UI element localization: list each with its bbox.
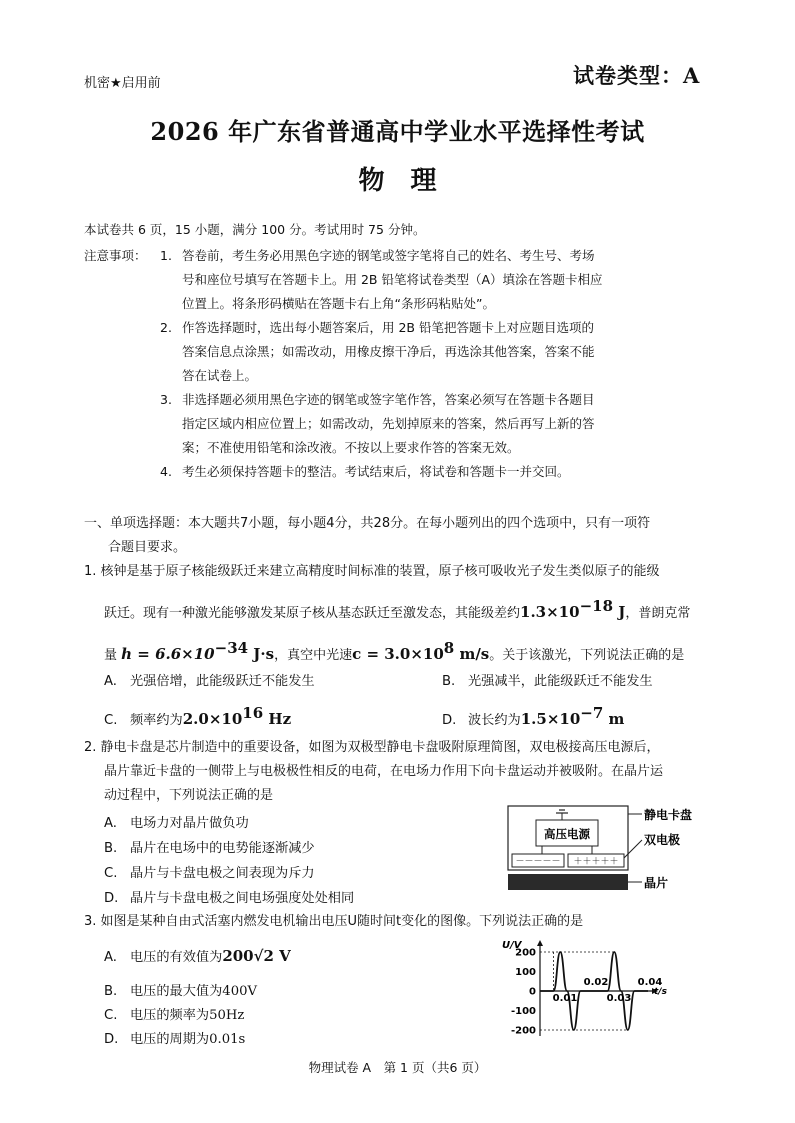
notice-line: 答在试卷上。 [182, 368, 258, 383]
q1-option-d[interactable]: D. 波长约为$1.5\times 10^{-7}$ m [442, 704, 625, 728]
exam-title: 2026 年广东省普通高中学业水平选择性考试 [150, 117, 645, 146]
page-footer: 物理试卷 A 第 1 页（共6 页） [308, 1060, 487, 1075]
q3-option-c[interactable]: C. 电压的频率为50Hz [104, 1008, 245, 1023]
x-tick-label: 0.04 [637, 977, 663, 988]
positive-charges: ＋＋＋＋＋ [573, 857, 619, 867]
y-tick-label: -100 [510, 1006, 536, 1017]
x-tick-label: 0.03 [606, 993, 632, 1004]
q2-line2: 晶片靠近卡盘的一侧带上与电极极性相反的电荷，在电场力作用下向卡盘运动并被吸附。在晶片运 [104, 764, 664, 779]
notice-item: 4. 考生必须保持答题卡的整洁。考试结束后，将试卷和答题卡一并交回。 [160, 464, 570, 479]
notice-item: 1. 答卷前，考生务必用黑色字迹的钢笔或签字笔将自己的姓名、考生号、考场 [160, 248, 595, 263]
wafer [508, 874, 628, 890]
q3-option-d[interactable]: D. 电压的周期为0.01s [104, 1032, 246, 1047]
q1-line3: 量 $h = 6.6\times 10^{-34}$ J·s，真空中光速$c = 3.0\times 10^8$ m/s。关于该激光，下列说法正确的是 [104, 639, 685, 663]
y-axis-arrow [537, 940, 543, 946]
q2-option-d[interactable]: D. 晶片与卡盘电极之间电场强度处处相同 [104, 891, 355, 906]
q3-line1: 3. 如图是某种自由式活塞内燃发电机输出电压U随时间t变化的图像。下列说法正确的是 [84, 914, 584, 929]
y-tick-label: 100 [515, 967, 536, 978]
q2-option-b[interactable]: B. 晶片在电场中的电势能逐渐减少 [104, 841, 315, 856]
subject-title: 物 理 [358, 166, 437, 196]
paper-type: 试卷类型：A [573, 63, 701, 88]
notice-line: 号和座位号填写在答题卡上。用 2B 铅笔将试卷类型（A）填涂在答题卡相应 [182, 272, 603, 287]
wafer-label: 晶片 [644, 876, 669, 890]
section1-line1: 一、单项选择题：本大题共7小题，每小题4分，共28分。在每小题列出的四个选项中，只有一项符 [84, 516, 651, 531]
chuck-label: 静电卡盘 [644, 808, 693, 822]
secret-label: 机密★启用前 [84, 76, 161, 91]
y-tick-label: -200 [510, 1025, 536, 1037]
negative-charges: －－－－－ [515, 857, 561, 867]
electrode-label: 双电极 [644, 833, 681, 847]
x-tick-label: 0.01 [552, 993, 578, 1004]
q3-option-a[interactable]: A. 电压的有效值为200√2 V [104, 947, 291, 965]
q2-line1: 2. 静电卡盘是芯片制造中的重要设备，如图为双极型静电卡盘吸附原理简图，双电极接高压电源后， [84, 740, 660, 755]
q2-option-c[interactable]: C. 晶片与卡盘电极之间表现为斥力 [104, 866, 315, 881]
y-tick-label: 0 [529, 986, 536, 998]
x-tick-label: 0.02 [583, 977, 609, 988]
q3-option-b[interactable]: B. 电压的最大值为400V [104, 984, 258, 999]
info-line: 本试卷共 6 页，15 小题，满分 100 分。考试用时 75 分钟。 [84, 222, 426, 237]
section1-line2: 合题目要求。 [108, 540, 187, 555]
notice-list [160, 244, 720, 484]
voltage-time-chart [500, 938, 665, 1042]
y-tick-label: 200 [515, 947, 536, 959]
q1-option-c[interactable]: C. 频率约为$2.0\times 10^{16}$ Hz [104, 704, 292, 728]
notice-line: 案；不准使用铅笔和涂改液。不按以上要求作答的答案无效。 [182, 440, 520, 455]
notice-line: 答案信息点涂黑；如需改动，用橡皮擦干净后，再选涂其他答案，答案不能 [182, 344, 595, 359]
power-supply-label: 高压电源 [544, 827, 590, 841]
electrostatic-chuck-diagram [500, 800, 710, 895]
notice-item: 3. 非选择题必须用黑色字迹的钢笔或签字笔作答，答案必须写在答题卡各题目 [160, 392, 595, 407]
notice-line: 指定区域内相应位置上；如需改动，先划掉原来的答案，然后再写上新的答 [182, 416, 595, 431]
q1-line1: 1. 核钟是基于原子核能级跃迁来建立高精度时间标准的装置，原子核可吸收光子发生类似原子的能级 [84, 564, 660, 579]
notice-label: 注意事项： [84, 248, 147, 263]
notice-item: 2. 作答选择题时，选出每小题答案后，用 2B 铅笔把答题卡上对应题目选项的 [160, 320, 594, 335]
notice-line: 位置上。将条形码横贴在答题卡右上角“条形码粘贴处”。 [182, 296, 495, 311]
q2-line3: 动过程中，下列说法正确的是 [104, 788, 274, 803]
y-axis-label: U/V [502, 940, 522, 951]
q1-option-a[interactable]: A. 光强倍增，此能级跃迁不能发生 [104, 674, 315, 689]
q2-option-a[interactable]: A. 电场力对晶片做负功 [104, 816, 249, 831]
x-axis-label: t/s [654, 987, 667, 997]
q1-line2: 跃迁。现有一种激光能够激发某原子核从基态跃迁至激发态，其能级差约$1.3\times 10^{-18}$ J，普朗克常 [104, 597, 691, 621]
q1-option-b[interactable]: B. 光强减半，此能级跃迁不能发生 [442, 674, 653, 689]
